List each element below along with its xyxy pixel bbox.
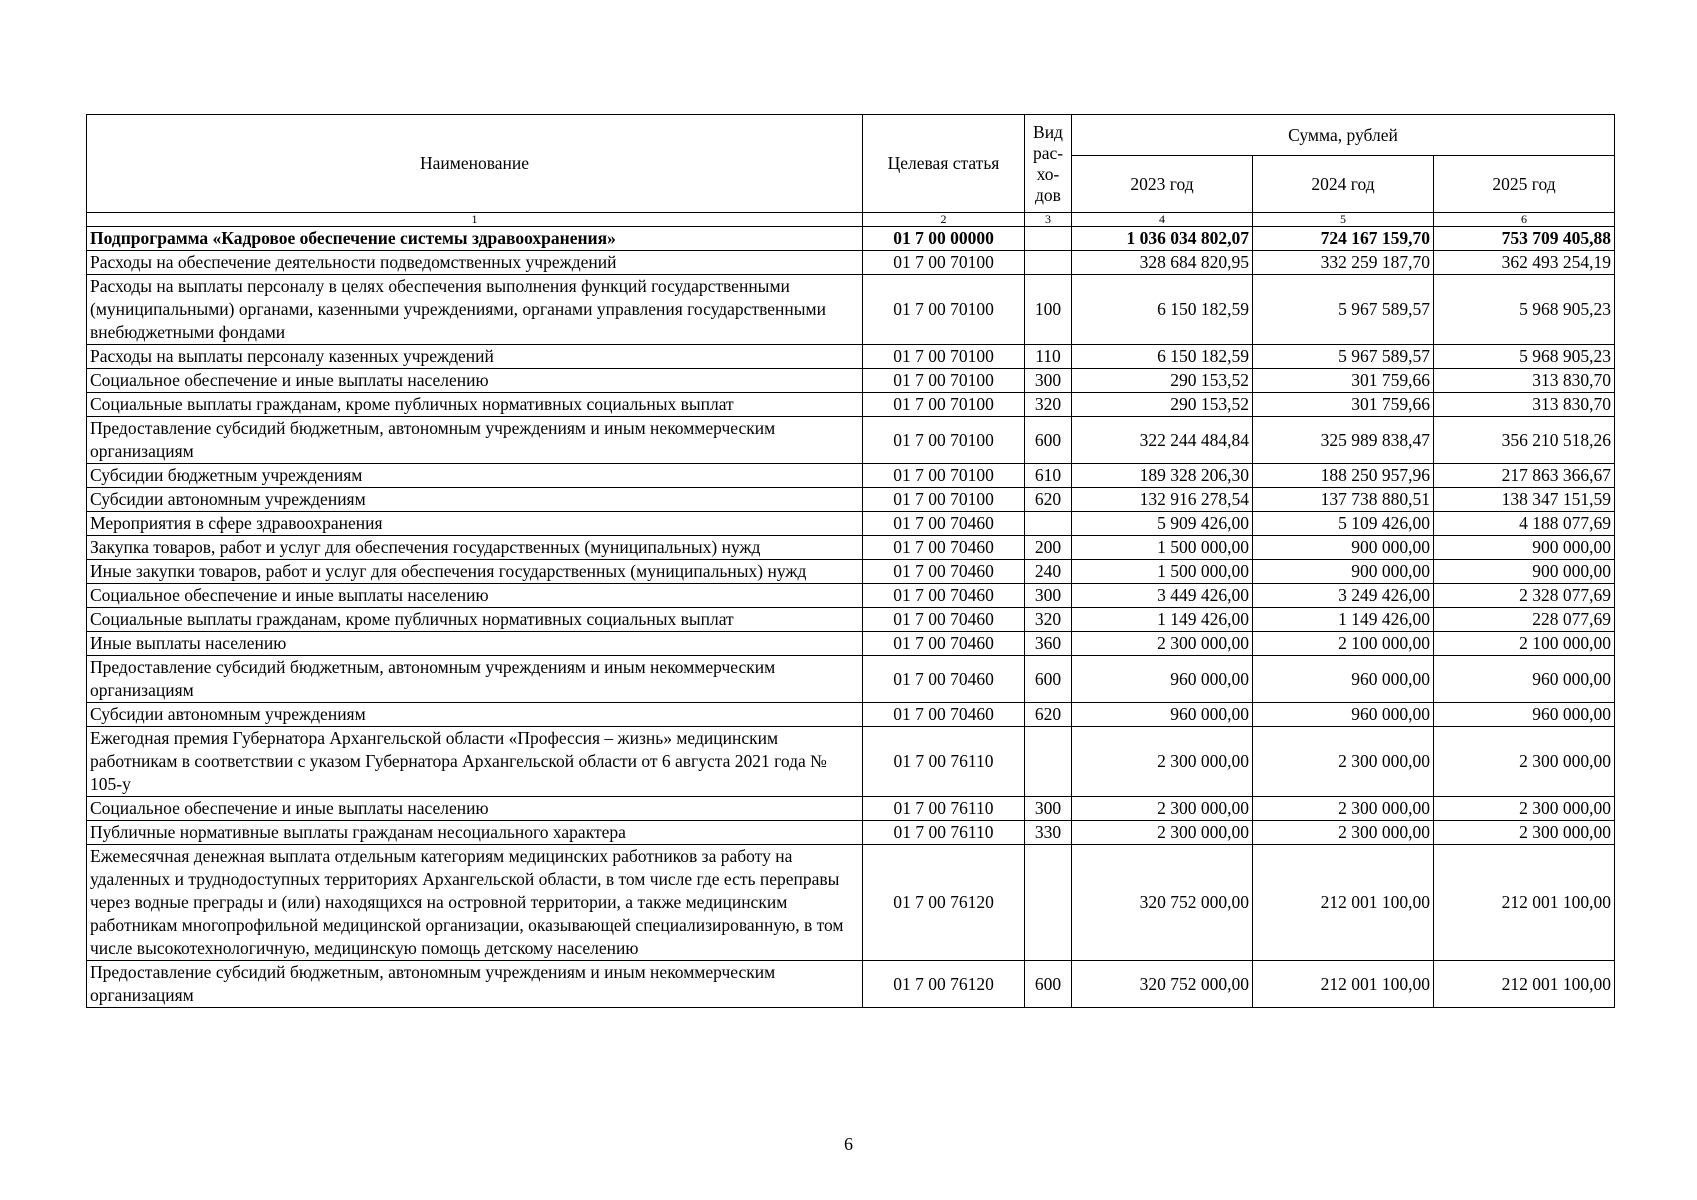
- table-row: [87, 797, 1615, 821]
- row-target-article: 01 7 00 70100: [863, 417, 1025, 464]
- table-row: [87, 727, 1615, 797]
- row-sum-2024: 960 000,00: [1253, 703, 1434, 727]
- row-sum-2025: 212 001 100,00: [1434, 845, 1615, 961]
- row-expense-type: 330: [1025, 821, 1072, 845]
- row-sum-2024: 3 249 426,00: [1253, 584, 1434, 608]
- row-target-article: 01 7 00 70460: [863, 584, 1025, 608]
- row-expense-type: 300: [1025, 797, 1072, 821]
- table-row: [87, 369, 1615, 393]
- row-target-article: 01 7 00 00000: [863, 227, 1025, 251]
- row-sum-2025: 960 000,00: [1434, 703, 1615, 727]
- row-name: Иные закупки товаров, работ и услуг для обеспечения государственных (муниципальных) нужд: [87, 560, 863, 584]
- column-number: 4: [1072, 213, 1253, 227]
- row-expense-type: 620: [1025, 488, 1072, 512]
- table-header-row: [87, 115, 1615, 156]
- row-sum-2023: 1 500 000,00: [1072, 560, 1253, 584]
- row-expense-type: 240: [1025, 560, 1072, 584]
- row-sum-2024: 137 738 880,51: [1253, 488, 1434, 512]
- row-expense-type: 110: [1025, 345, 1072, 369]
- row-sum-2024: 301 759,66: [1253, 393, 1434, 417]
- row-sum-2024: 5 967 589,57: [1253, 275, 1434, 345]
- row-target-article: 01 7 00 76120: [863, 845, 1025, 961]
- row-expense-type: 600: [1025, 656, 1072, 703]
- table-row: [87, 584, 1615, 608]
- header-year-2023: 2023 год: [1072, 156, 1253, 213]
- row-target-article: 01 7 00 70460: [863, 536, 1025, 560]
- row-sum-2024: 2 300 000,00: [1253, 727, 1434, 797]
- row-target-article: 01 7 00 70100: [863, 251, 1025, 275]
- row-sum-2024: 2 100 000,00: [1253, 632, 1434, 656]
- table-row: [87, 961, 1615, 1008]
- row-expense-type: 600: [1025, 417, 1072, 464]
- row-sum-2025: 138 347 151,59: [1434, 488, 1615, 512]
- row-expense-type: 300: [1025, 584, 1072, 608]
- table-row: [87, 656, 1615, 703]
- row-target-article: 01 7 00 70100: [863, 369, 1025, 393]
- row-sum-2024: 960 000,00: [1253, 656, 1434, 703]
- table-row: [87, 275, 1615, 345]
- row-sum-2024: 212 001 100,00: [1253, 961, 1434, 1008]
- row-expense-type: 200: [1025, 536, 1072, 560]
- row-sum-2024: 212 001 100,00: [1253, 845, 1434, 961]
- row-name: Субсидии автономным учреждениям: [87, 703, 863, 727]
- row-sum-2023: 960 000,00: [1072, 656, 1253, 703]
- row-sum-2025: 900 000,00: [1434, 560, 1615, 584]
- row-name: Субсидии бюджетным учреждениям: [87, 464, 863, 488]
- row-expense-type: [1025, 227, 1072, 251]
- row-name: Закупка товаров, работ и услуг для обеспечения государственных (муниципальных) нужд: [87, 536, 863, 560]
- row-sum-2025: 2 300 000,00: [1434, 821, 1615, 845]
- row-sum-2025: 5 968 905,23: [1434, 275, 1615, 345]
- row-sum-2023: 320 752 000,00: [1072, 845, 1253, 961]
- table-row: [87, 632, 1615, 656]
- row-sum-2025: 4 188 077,69: [1434, 512, 1615, 536]
- row-sum-2024: 724 167 159,70: [1253, 227, 1434, 251]
- row-sum-2025: 753 709 405,88: [1434, 227, 1615, 251]
- row-sum-2023: 328 684 820,95: [1072, 251, 1253, 275]
- table-row: [87, 536, 1615, 560]
- header-expense-type: Вид рас-хо-дов: [1025, 115, 1072, 213]
- row-sum-2024: 900 000,00: [1253, 536, 1434, 560]
- column-number: 6: [1434, 213, 1615, 227]
- table-row: [87, 345, 1615, 369]
- header-year-2025: 2025 год: [1434, 156, 1615, 213]
- row-sum-2023: 290 153,52: [1072, 393, 1253, 417]
- row-sum-2023: 1 036 034 802,07: [1072, 227, 1253, 251]
- row-sum-2025: 217 863 366,67: [1434, 464, 1615, 488]
- row-name: Социальное обеспечение и иные выплаты населению: [87, 369, 863, 393]
- table-row: [87, 821, 1615, 845]
- row-target-article: 01 7 00 70100: [863, 275, 1025, 345]
- row-sum-2025: 212 001 100,00: [1434, 961, 1615, 1008]
- row-sum-2025: 2 100 000,00: [1434, 632, 1615, 656]
- row-sum-2025: 2 328 077,69: [1434, 584, 1615, 608]
- table-row: [87, 608, 1615, 632]
- table-row: [87, 703, 1615, 727]
- header-sum: Сумма, рублей: [1072, 115, 1615, 156]
- row-sum-2025: 900 000,00: [1434, 536, 1615, 560]
- row-name: Предоставление субсидий бюджетным, автономным учреждениям и иным некоммерческим организациям: [87, 961, 863, 1008]
- row-sum-2023: 189 328 206,30: [1072, 464, 1253, 488]
- row-sum-2023: 132 916 278,54: [1072, 488, 1253, 512]
- table-row: [87, 393, 1615, 417]
- row-name: Иные выплаты населению: [87, 632, 863, 656]
- row-sum-2023: 1 149 426,00: [1072, 608, 1253, 632]
- row-expense-type: [1025, 251, 1072, 275]
- row-sum-2023: 2 300 000,00: [1072, 727, 1253, 797]
- table-row: [87, 464, 1615, 488]
- row-name: Ежегодная премия Губернатора Архангельской области «Профессия – жизнь» медицинским работникам в соответствии с указом Губернатора Архангельской области от 6 августа 2021 года № 105-у: [87, 727, 863, 797]
- row-sum-2023: 290 153,52: [1072, 369, 1253, 393]
- row-sum-2025: 362 493 254,19: [1434, 251, 1615, 275]
- table-row: [87, 488, 1615, 512]
- row-target-article: 01 7 00 70460: [863, 632, 1025, 656]
- column-number: 1: [87, 213, 863, 227]
- row-name: Расходы на выплаты персоналу казенных учреждений: [87, 345, 863, 369]
- row-sum-2024: 5 109 426,00: [1253, 512, 1434, 536]
- row-expense-type: [1025, 512, 1072, 536]
- row-sum-2023: 5 909 426,00: [1072, 512, 1253, 536]
- column-number: 3: [1025, 213, 1072, 227]
- row-sum-2023: 3 449 426,00: [1072, 584, 1253, 608]
- page-number: 6: [844, 1134, 853, 1154]
- table-row: [87, 251, 1615, 275]
- row-sum-2025: 5 968 905,23: [1434, 345, 1615, 369]
- table-row: [87, 417, 1615, 464]
- row-sum-2023: 1 500 000,00: [1072, 536, 1253, 560]
- row-sum-2024: 301 759,66: [1253, 369, 1434, 393]
- row-name: Расходы на выплаты персоналу в целях обеспечения выполнения функций государственными (муниципальными) органами, казенными учреждениями, органами управления государственными внебюджетными фондами: [87, 275, 863, 345]
- row-name: Предоставление субсидий бюджетным, автономным учреждениям и иным некоммерческим организациям: [87, 656, 863, 703]
- header-year-2024: 2024 год: [1253, 156, 1434, 213]
- row-target-article: 01 7 00 76110: [863, 727, 1025, 797]
- row-name: Мероприятия в сфере здравоохранения: [87, 512, 863, 536]
- row-sum-2025: 2 300 000,00: [1434, 797, 1615, 821]
- row-name: Социальные выплаты гражданам, кроме публичных нормативных социальных выплат: [87, 608, 863, 632]
- row-target-article: 01 7 00 76110: [863, 797, 1025, 821]
- column-number: 5: [1253, 213, 1434, 227]
- row-sum-2025: 313 830,70: [1434, 393, 1615, 417]
- row-expense-type: 360: [1025, 632, 1072, 656]
- row-sum-2024: 325 989 838,47: [1253, 417, 1434, 464]
- row-name: Расходы на обеспечение деятельности подведомственных учреждений: [87, 251, 863, 275]
- row-target-article: 01 7 00 70100: [863, 464, 1025, 488]
- column-number: 2: [863, 213, 1025, 227]
- row-target-article: 01 7 00 70460: [863, 512, 1025, 536]
- row-name: Социальное обеспечение и иные выплаты населению: [87, 797, 863, 821]
- table-row: [87, 227, 1615, 251]
- row-target-article: 01 7 00 70460: [863, 703, 1025, 727]
- row-sum-2023: 6 150 182,59: [1072, 345, 1253, 369]
- row-expense-type: 320: [1025, 393, 1072, 417]
- table-row: [87, 512, 1615, 536]
- row-sum-2023: 2 300 000,00: [1072, 821, 1253, 845]
- row-target-article: 01 7 00 70460: [863, 656, 1025, 703]
- row-expense-type: [1025, 727, 1072, 797]
- row-sum-2024: 2 300 000,00: [1253, 821, 1434, 845]
- table-row: [87, 845, 1615, 961]
- row-sum-2025: 228 077,69: [1434, 608, 1615, 632]
- row-expense-type: 600: [1025, 961, 1072, 1008]
- row-sum-2025: 960 000,00: [1434, 656, 1615, 703]
- table-row: [87, 560, 1615, 584]
- row-expense-type: 100: [1025, 275, 1072, 345]
- row-target-article: 01 7 00 70100: [863, 488, 1025, 512]
- header-target-article: Целевая статья: [863, 115, 1025, 213]
- budget-table: [86, 114, 1615, 1008]
- row-sum-2023: 322 244 484,84: [1072, 417, 1253, 464]
- row-sum-2023: 320 752 000,00: [1072, 961, 1253, 1008]
- row-sum-2025: 356 210 518,26: [1434, 417, 1615, 464]
- row-sum-2023: 960 000,00: [1072, 703, 1253, 727]
- row-name: Подпрограмма «Кадровое обеспечение системы здравоохранения»: [87, 227, 863, 251]
- row-sum-2024: 332 259 187,70: [1253, 251, 1434, 275]
- row-name: Социальные выплаты гражданам, кроме публичных нормативных социальных выплат: [87, 393, 863, 417]
- row-sum-2025: 2 300 000,00: [1434, 727, 1615, 797]
- row-expense-type: 610: [1025, 464, 1072, 488]
- row-name: Социальное обеспечение и иные выплаты населению: [87, 584, 863, 608]
- row-sum-2024: 1 149 426,00: [1253, 608, 1434, 632]
- row-sum-2024: 2 300 000,00: [1253, 797, 1434, 821]
- row-target-article: 01 7 00 76110: [863, 821, 1025, 845]
- row-name: Публичные нормативные выплаты гражданам несоциального характера: [87, 821, 863, 845]
- row-sum-2025: 313 830,70: [1434, 369, 1615, 393]
- row-name: Ежемесячная денежная выплата отдельным категориям медицинских работников за работу на удаленных и труднодоступных территориях Архангельской области, в том числе где есть переправы через водные преграды и (или) находящихся на островной территории, а также медицинским работникам многопрофильной медицинской организации, оказывающей специализированную, в том числе высокотехнологичную, медицинскую помощь детскому населению: [87, 845, 863, 961]
- row-sum-2024: 5 967 589,57: [1253, 345, 1434, 369]
- row-sum-2023: 6 150 182,59: [1072, 275, 1253, 345]
- row-target-article: 01 7 00 70100: [863, 345, 1025, 369]
- row-sum-2023: 2 300 000,00: [1072, 632, 1253, 656]
- row-expense-type: 320: [1025, 608, 1072, 632]
- row-target-article: 01 7 00 70100: [863, 393, 1025, 417]
- row-name: Предоставление субсидий бюджетным, автономным учреждениям и иным некоммерческим организациям: [87, 417, 863, 464]
- row-expense-type: 300: [1025, 369, 1072, 393]
- row-sum-2024: 188 250 957,96: [1253, 464, 1434, 488]
- row-expense-type: [1025, 845, 1072, 961]
- row-expense-type: 620: [1025, 703, 1072, 727]
- row-target-article: 01 7 00 76120: [863, 961, 1025, 1008]
- row-sum-2023: 2 300 000,00: [1072, 797, 1253, 821]
- row-target-article: 01 7 00 70460: [863, 560, 1025, 584]
- row-sum-2024: 900 000,00: [1253, 560, 1434, 584]
- row-target-article: 01 7 00 70460: [863, 608, 1025, 632]
- column-numbers-row: [87, 213, 1615, 227]
- header-name: Наименование: [87, 115, 863, 213]
- row-name: Субсидии автономным учреждениям: [87, 488, 863, 512]
